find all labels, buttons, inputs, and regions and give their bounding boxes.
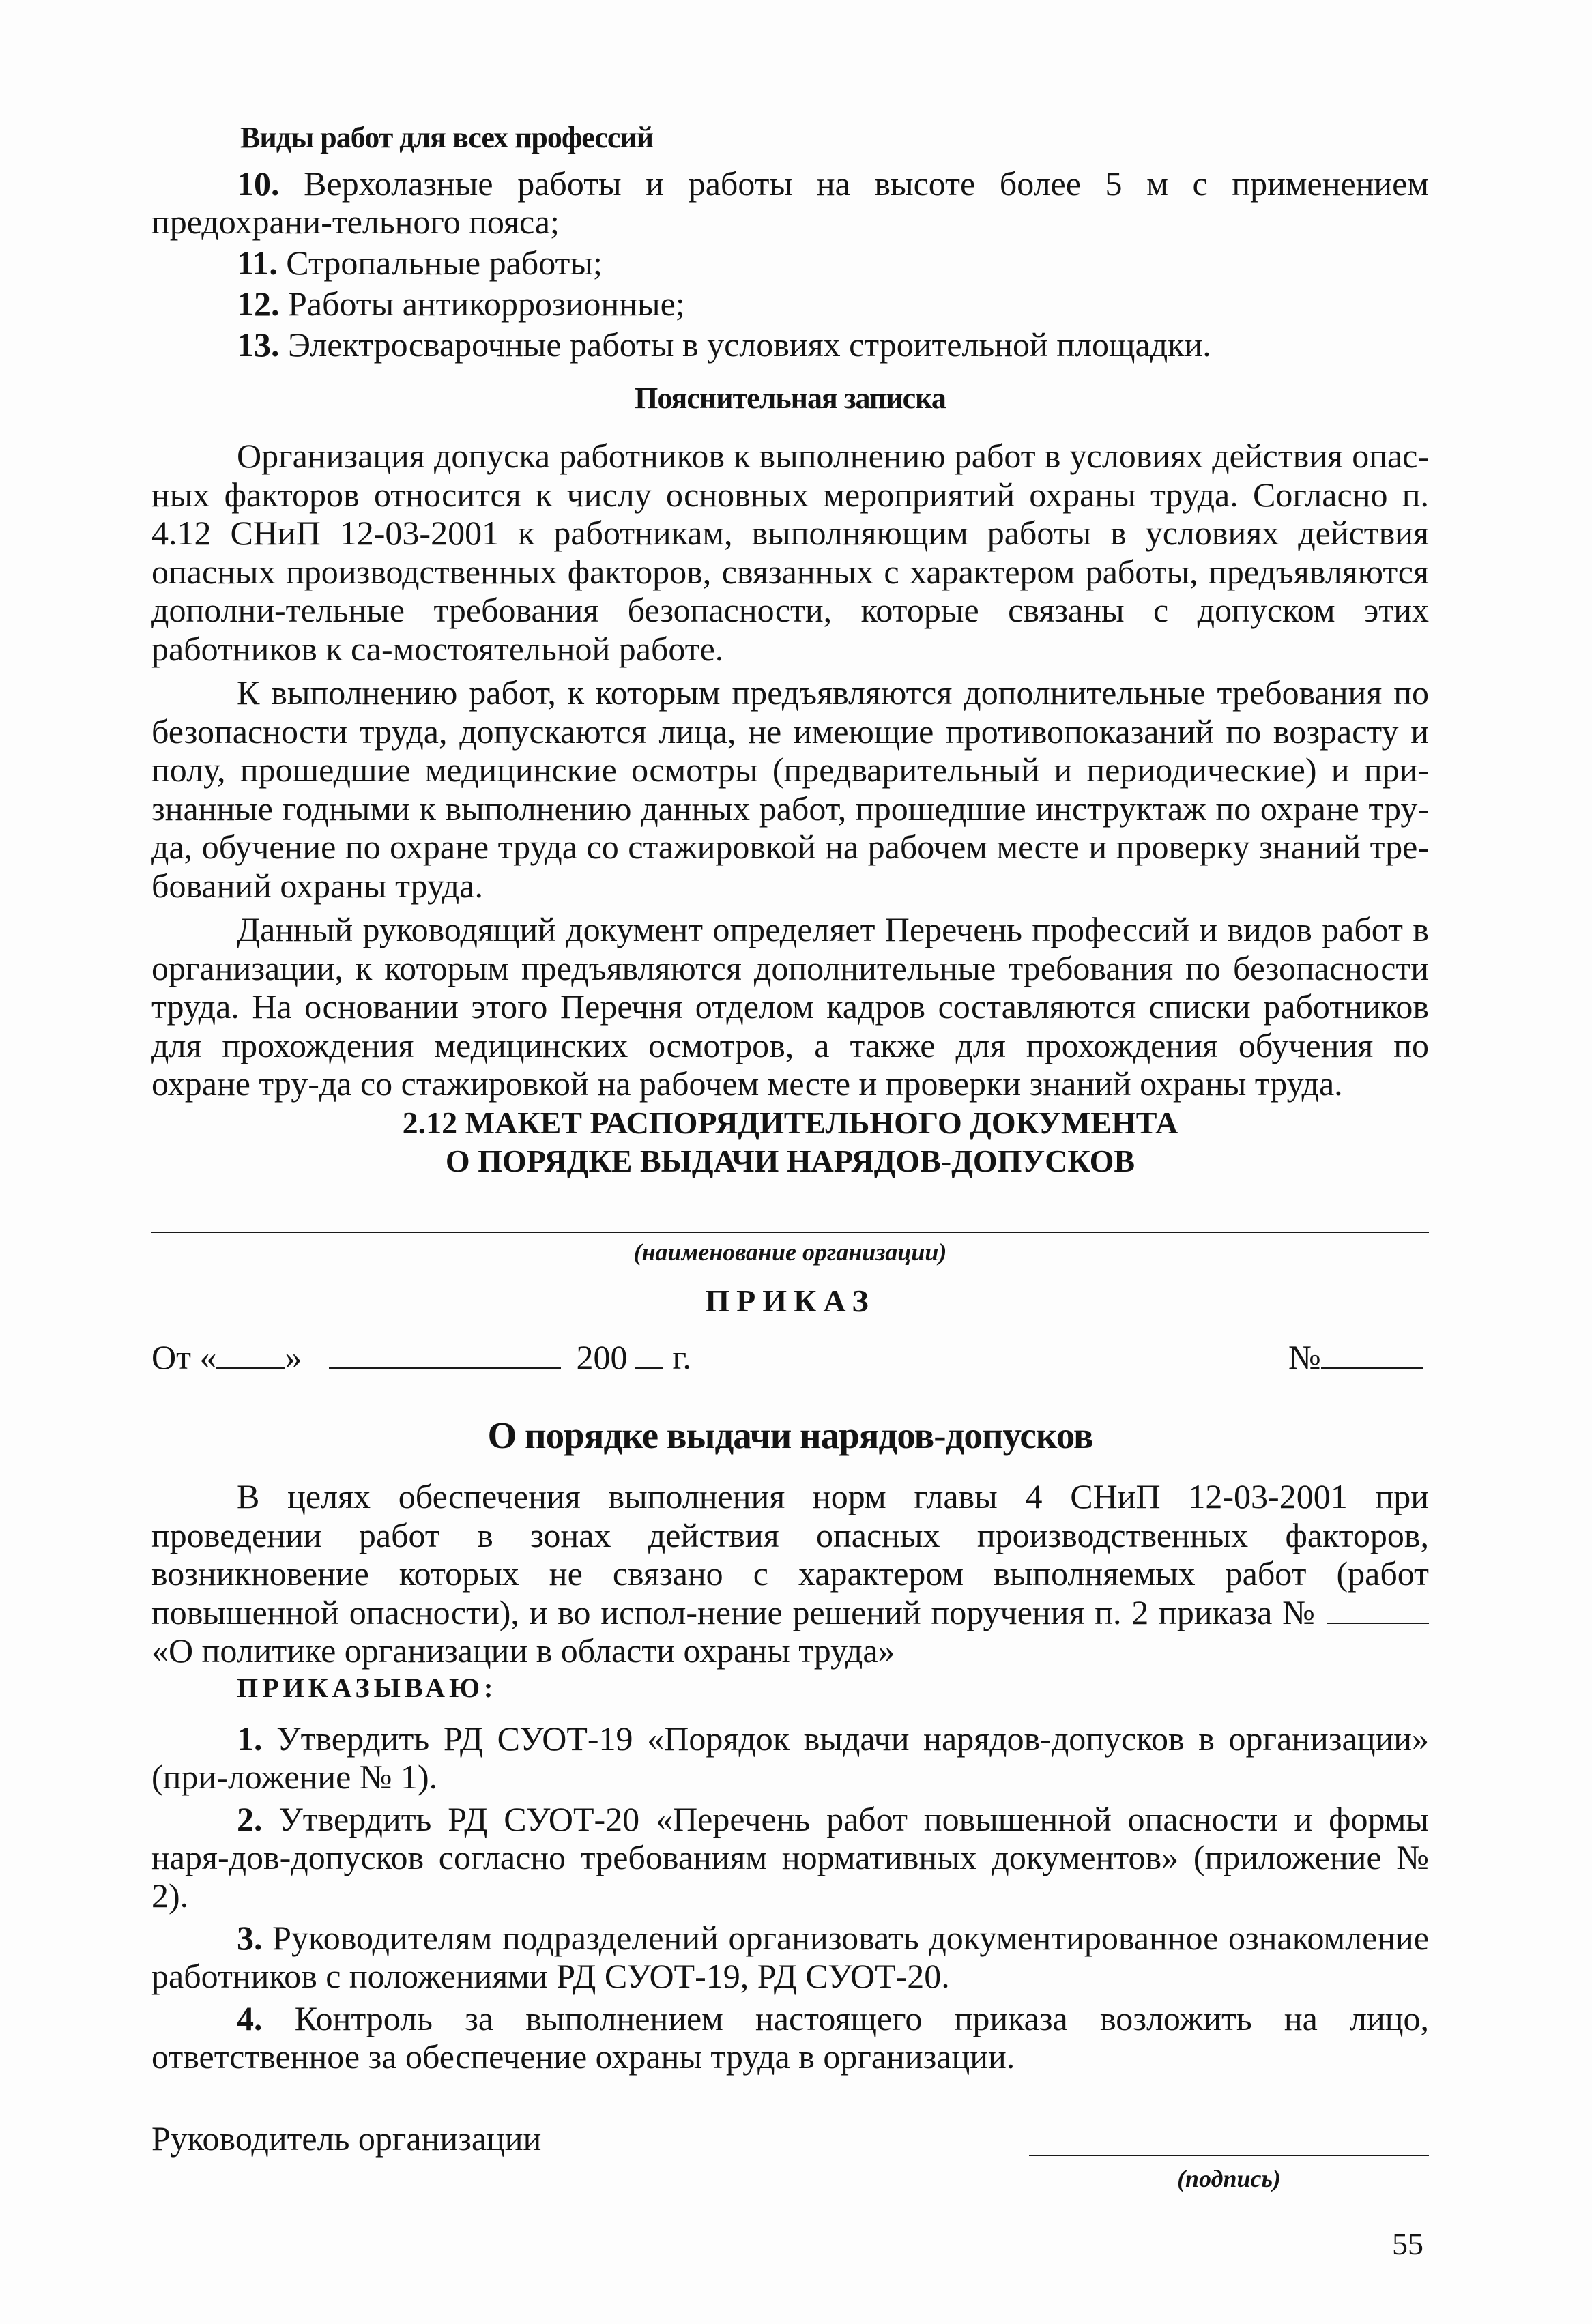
- org-name-caption: (наименование организации): [633, 1238, 947, 1266]
- list-item: 3. Руководителям подразделений организовать документированное ознакомление работников с положениями РД СУОТ-19, РД СУОТ-20.: [151, 1919, 1429, 1995]
- list-item: 13. Электросварочные работы в условиях строительной площадки.: [237, 325, 1211, 364]
- day-blank: [216, 1340, 285, 1369]
- paragraph: Организация допуска работников к выполнению работ в условиях действия опас-ных факторов относится к числу основных мероприятий охраны труда. Согласно п. 4.12 СНиП 12-03-2001 к работникам, выполняющим работы в условиях действия опасных производственных факторов, связанных с характером работы, предъявляются дополни-тельные требования безопасности, которые связаны с допуском этих работников к са-мостоятельной работе.: [151, 437, 1429, 668]
- org-name-line: [151, 1232, 1429, 1233]
- order-title: О порядке выдачи нарядов-допусков: [487, 1414, 1093, 1456]
- year-blank: [635, 1340, 663, 1369]
- section-212-title: 2.12 МАКЕТ РАСПОРЯДИТЕЛЬНОГО ДОКУМЕНТА О ПОРЯДКЕ ВЫДАЧИ НАРЯДОВ-ДОПУСКОВ: [402, 1105, 1178, 1178]
- signature-caption: (подпись): [1177, 2165, 1281, 2192]
- order-preamble: В целях обеспечения выполнения норм главы 4 СНиП 12-03-2001 при проведении работ в зонах действия опасных производственных факторов, возникновение которых не связано с характером выполняемых работ (работ повышенной опасности), и во испол-нение решений поручения п. 2 приказа № «О политике организации в области охраны труда»: [151, 1477, 1429, 1670]
- list-item: 12. Работы антикоррозионные;: [237, 285, 685, 323]
- paragraph: К выполнению работ, к которым предъявляются дополнительные требования по безопасности труда, допускаются лица, не имеющие противопоказаний по возрасту и полу, прошедшие медицинские осмотры (предварительный и периодические) и при-знанные годными к выполнению данных работ, прошедшие инструктаж по охране тру-да, обучение по охране труда со стажировкой на рабочем месте и проверку знаний тре-бований охраны труда.: [151, 673, 1429, 905]
- paragraph: Данный руководящий документ определяет Перечень профессий и видов работ в организации, к которым предъявляются дополнительные требования по безопасности труда. На основании этого Перечня отделом кадров составляются списки работников для прохождения медицинских осмотров, а также для прохождения обучения по охране тру-да со стажировкой на рабочем месте и проверки знаний охраны труда.: [151, 910, 1429, 1103]
- order-points: [151, 1719, 1429, 2076]
- list-item: 2. Утвердить РД СУОТ-20 «Перечень работ повышенной опасности и формы наря-дов-допусков согласно требованиям нормативных документов» (приложение № 2).: [151, 1800, 1429, 1915]
- list-item: 11. Стропальные работы;: [237, 244, 603, 282]
- prikaz-number-blank: [1327, 1595, 1429, 1624]
- number-blank: [1321, 1340, 1423, 1369]
- list-item: 10. Верхолазные работы и работы на высоте более 5 м с применением предохрани-тельного пояса;: [151, 164, 1429, 241]
- note-heading: Пояснительная записка: [635, 381, 946, 415]
- list-item: 1. Утвердить РД СУОТ-19 «Порядок выдачи нарядов-допусков в организации» (при-ложение № 1).: [151, 1719, 1429, 1796]
- signature-line: [1029, 2155, 1429, 2156]
- professions-section: [151, 119, 1429, 364]
- signer-label: Руководитель организации: [151, 2119, 542, 2158]
- note-body: [151, 437, 1429, 1103]
- prikazyvayu-heading: ПРИКАЗЫВАЮ:: [237, 1672, 497, 1703]
- order-heading: ПРИКАЗ: [705, 1283, 875, 1318]
- list-item: 4. Контроль за выполнением настоящего приказа возложить на лицо, ответственное за обеспечение охраны труда в организации.: [151, 1999, 1429, 2076]
- page-number: 55: [1392, 2226, 1423, 2261]
- month-blank: [329, 1340, 561, 1369]
- order-number: №: [1288, 1337, 1423, 1377]
- date-line: От « » 200 г.: [151, 1338, 691, 1376]
- section-heading: Виды работ для всех профессий: [240, 121, 654, 154]
